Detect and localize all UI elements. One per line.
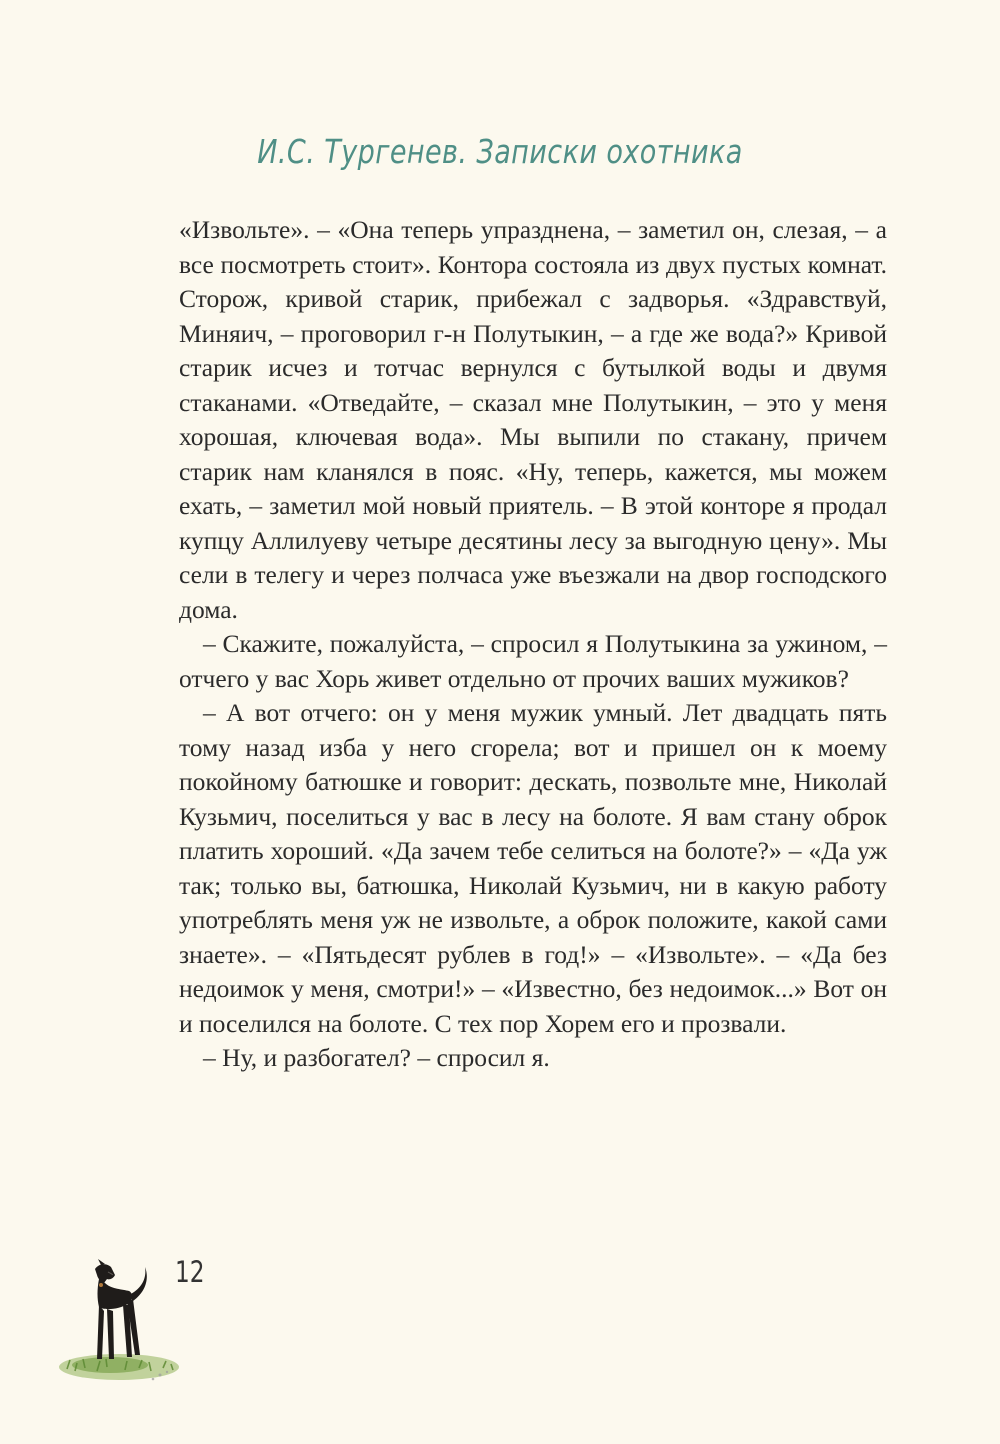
- paragraph-3: – А вот отчего: он у меня мужик умный. Лет двадцать пять тому назад изба у него сгорела; вот и пришел он к моему покойному батюшке и говорит: дескать, позвольте мне, Николай Кузьмич, поселиться у вас в лесу на болоте. Я вам стану оброк платить хороший. «Да зачем тебе селиться на болоте?» – «Да уж так; только вы, батюшка, Николай Кузьмич, ни в какую работу употреблять меня уж не извольте, а оброк положите, какой сами знаете». – «Пятьдесят рублев в год!» – «Извольте». – «Да без недоимок у меня, смотри!» – «Известно, без недоимок...» Вот он и поселился на болоте. С тех пор Хорем его и прозвали.: [179, 698, 887, 1038]
- page-number: 12: [175, 1255, 205, 1289]
- dog-on-grass-icon: [55, 1255, 185, 1390]
- running-head-title: И.С. Тургенев. Записки охотника: [257, 132, 743, 171]
- paragraph-2: – Скажите, пожалуйста, – спросил я Полутыкина за ужином, – отчего у вас Хорь живет отдельно от прочих ваших мужиков?: [179, 629, 887, 693]
- paragraph-1: «Извольте». – «Она теперь упразднена, – заметил он, слезая, – а все посмотреть стоит». Контора состояла из двух пустых комнат. Сторож, кривой старик, прибежал с задворья. «Здравствуй, Миняич, – проговорил г-н Полутыкин, – а где же вода?» Кривой старик исчез и тотчас вернулся с бутылкой воды и двумя стаканами. «Отведайте, – сказал мне Полутыкин, – это у меня хорошая, ключевая вода». Мы выпили по стакану, причем старик нам кланялся в пояс. «Ну, теперь, кажется, мы можем ехать, – заметил мой новый приятель. – В этой конторе я продал купцу Аллилуеву четыре десятины лесу за выгодную цену». Мы сели в телегу и через полчаса уже въезжали на двор господского дома.: [179, 215, 887, 624]
- text-body: [179, 213, 887, 1076]
- paragraph-4: – Ну, и разбогател? – спросил я.: [203, 1043, 550, 1072]
